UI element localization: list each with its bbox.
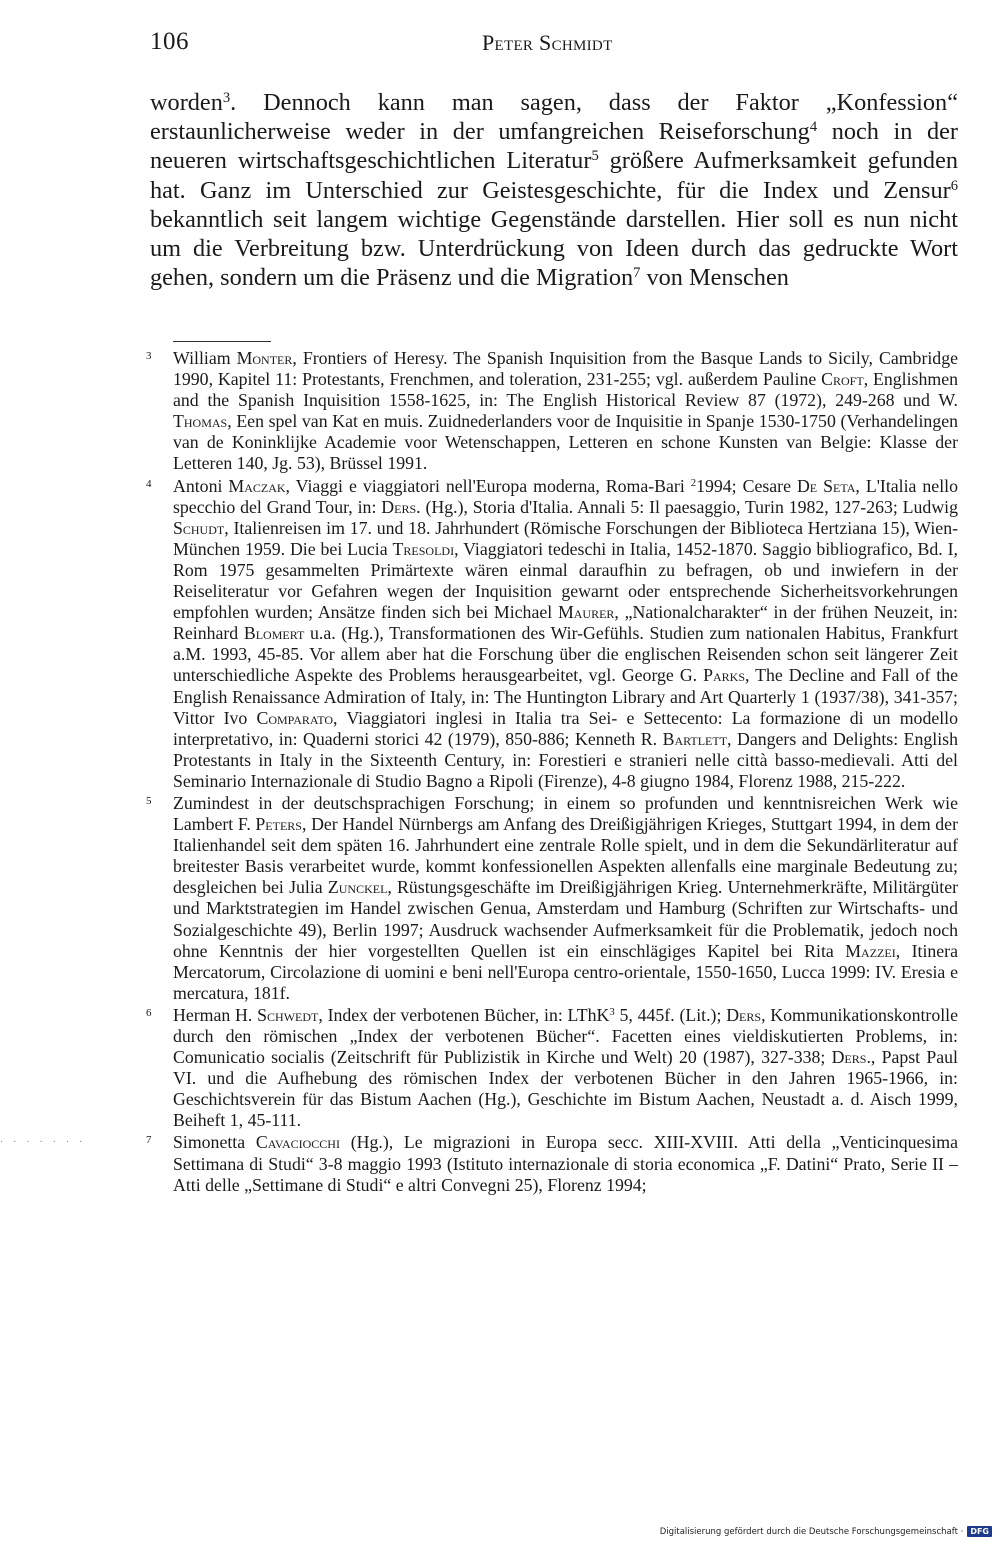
footnote-segment: , Italienreisen im 17. und 18. Jahrhundert (Römische Forschungen der Biblioteca Hertziana 15), Wien-München 1959. Die bei Lucia xyxy=(173,517,958,559)
main-text-segment: bekanntlich seit langem wichtige Gegenstände darstellen. Hier soll es nun nicht um die Verbreitung bzw. Unterdrückung von Ideen durch das gedruckte Wort gehen, sondern um die Präsenz und die Migration xyxy=(150,205,958,292)
author-name: Comparato xyxy=(256,707,334,728)
footnote-text xyxy=(173,793,958,1004)
author-name: De Seta xyxy=(796,475,856,496)
footnote-7 xyxy=(146,1132,958,1195)
footnote-text xyxy=(173,348,958,475)
footnote-segment: ., Papst Paul VI. und die Aufhebung des römischen Index der verbotenen Bücher in den Jahren 1965-1966, in: Geschichtsverein für das Bistum Aachen (Hg.), Geschichte im Bistum Aachen, Neustadt a. d. Aisch 1999, Beiheft 1, 45-111. xyxy=(173,1047,958,1131)
author-name: Maczak xyxy=(228,475,286,496)
footnote-segment: , The Decline and Fall of the English Renaissance Admiration of Italy, in: The Huntington Library and Art Quarterly 1 (1937/38), 341-357; Vittor Ivo xyxy=(173,665,958,728)
footnote-segment: , Viaggiatori tedeschi in Italia, 1452-1870. Saggio bibliografico, Bd. I, Rom 1975 gesammelten Primärtexte wären einmal daraufhin zu befragen, ob und inwiefern in der Reiseliteratur vor Gefahren wegen der Inquisition gewarnt oder entsprechende Sicherheitsvorkehrungen empfohlen wurden; Ansätze finden sich bei Michael xyxy=(173,538,959,623)
footnote-3 xyxy=(146,348,958,475)
footnote-ref: 6 xyxy=(950,177,958,194)
footnote-segment: , Index der verbotenen Bücher, in: LThK xyxy=(318,1004,610,1025)
footnotes xyxy=(146,348,958,1197)
page-number: 106 xyxy=(150,28,189,55)
footnote-ref: 5 xyxy=(591,148,599,165)
author-name: Croft xyxy=(821,369,864,390)
footnote-segment: Herman H. xyxy=(173,1004,258,1025)
author-name: Schwedt xyxy=(257,1004,319,1025)
footnote-segment: , „Nationalcharakter“ in der frühen Neuzeit, in: Reinhard xyxy=(173,602,958,644)
author-name: Ders xyxy=(831,1047,867,1068)
footnote-number: 5 xyxy=(146,794,152,807)
edition-superscript: 3 xyxy=(609,1006,615,1019)
footnote-segment: William xyxy=(173,348,237,368)
footnote-segment: , Rüstungsgeschäfte im Dreißigjährigen Krieg. Unternehmerkräfte, Militärgüter und Marktstrategien im Handel zwischen Genua, Amsterdam und Hamburg (Schriften zur Wirtschafts- und Sozialgeschichte 49), Berlin 1997; Ausdruck wachsender Aufmerksamkeit für die Problematik, jedoch noch ohne Kenntnis der hier vorgestellten Quellen ist ein einschlägiges Kapitel bei Rita xyxy=(173,877,959,961)
footnote-segment: , Dangers and Delights: English Protestants in Italy in the Sixteenth Century, in: Forestieri e stranieri nelle città basso-medievali. Atti del Seminario Internazionale di Studio Bagno a Ripoli (Firenze), 4-8 giugno 1984, Florenz 1988, 215-222. xyxy=(173,728,958,791)
author-name: Bartlett xyxy=(662,728,728,749)
author-name: Cavaciocchi xyxy=(255,1132,340,1153)
footnote-number: 6 xyxy=(146,1006,152,1019)
footnote-segment: Zumindest in der deutschsprachigen Forschung; in einem so profunden und kenntnisreichen Werk wie Lambert F. xyxy=(173,792,958,835)
footnote-ref: 4 xyxy=(809,119,818,136)
footnote-segment: u.a. (Hg.), Transformationen des Wir-Gefühls. Studien zum nationalen Habitus, Frankfurt a.M. 1993, 45-85. Vor allem aber hat die Forschung über die englischen Reisenden schon seit längerer Zeit unterschiedliche Aspekte des Problems herausgearbeitet, vgl. George G. xyxy=(173,623,959,686)
footnote-ref: 3 xyxy=(222,89,231,106)
footnote-segment: (Hg.), Le migrazioni in Europa secc. XIII-XVIII. Atti della „Venticinquesima Settimana di Studi“ 3-8 maggio 1993 (Istituto internazionale di storia economica „F. Datini“ Prato, Serie II – Atti delle „Settimane di Studi“ e altri Convegni 25), Florenz 1994; xyxy=(173,1132,958,1195)
running-head: Peter Schmidt xyxy=(482,30,613,55)
footnote-segment: , Frontiers of Heresy. The Spanish Inquisition from the Basque Lands to Sicily, Cambridge 1990, Kapitel 11: Protestants, Frenchmen, and toleration, 231-255; vgl. außerdem Pauline xyxy=(173,348,958,390)
footnote-segment: 1994; Cesare xyxy=(696,475,797,496)
footnote-segment: , Itinera Mercatorum, Circolazione di uomini e beni nell'Europa centro-orientale, 1550-1650, Lucca 1999: IV. Eresia e mercatura, 181f. xyxy=(173,940,958,1003)
footnote-segment: , Der Handel Nürnbergs am Anfang des Dreißigjährigen Krieges, Stuttgart 1994, in dem der Italienhandel seit dem späten 16. Jahrhundert eine zentrale Rolle spielt, und in dem die Sekundärliteratur auf breitester Basis verarbeitet wurde, kommt konfessionellen Aspekten allenfalls eine marginale Bedeutung zu; desgleichen bei Julia xyxy=(173,814,958,898)
footnote-text xyxy=(173,1005,958,1132)
author-name: Schudt xyxy=(173,517,225,538)
author-name: Monter xyxy=(236,348,293,368)
main-text-segment: . Dennoch kann man sagen, dass der Faktor „Konfession“ erstaunlicherweise weder in der umfangreichen Reiseforschung xyxy=(150,89,958,146)
footnote-ref: 7 xyxy=(633,265,641,282)
main-text-segment: größere Aufmerksamkeit gefunden hat. Ganz im Unterschied zur Geistesgeschichte, für die Index und Zensur xyxy=(150,147,958,204)
footnote-segment: 5, 445f. (Lit.); xyxy=(614,1004,727,1025)
author-name: Parks xyxy=(703,665,746,686)
main-text-segment: worden xyxy=(150,89,223,116)
digitization-footer xyxy=(660,1526,992,1537)
dfg-logo: DFG xyxy=(967,1526,992,1537)
footnote-segment: Simonetta xyxy=(173,1132,256,1153)
footnote-segment: . (Hg.), Storia d'Italia. Annali 5: Il paesaggio, Turin 1982, 127-263; Ludwig xyxy=(416,496,958,517)
scan-edge-marks: ······· xyxy=(0,1137,93,1148)
footnote-segment: , Viaggiatori inglesi in Italia tra Sei- e Settecento: La formazione di un modello interpretativo, in: Quaderni storici 42 (1979), 850-886; Kenneth R. xyxy=(173,707,958,749)
footnote-number: 4 xyxy=(146,477,152,490)
footnote-4 xyxy=(146,476,958,792)
footnote-segment: , Kommunikationskontrolle durch den römischen „Index der verbotenen Bücher“. Facetten eines vieldiskutierten Problems, in: Comunicatio socialis (Zeitschrift für Publizistik in Kirche und Welt) 20 (1987), 327-338; xyxy=(173,1004,958,1068)
footnote-rule xyxy=(173,341,271,342)
author-name: Blomert xyxy=(243,623,305,644)
author-name: Ders xyxy=(726,1004,762,1025)
author-name: Zunckel xyxy=(327,877,388,898)
footnote-segment: , L'Italia nello specchio del Grand Tour, in: xyxy=(173,475,958,517)
footnote-5 xyxy=(146,793,958,1004)
footnote-number: 7 xyxy=(146,1134,152,1147)
author-name: Maurer xyxy=(557,602,615,623)
author-name: Tresoldi xyxy=(392,538,455,559)
footnote-segment: , Englishmen and the Spanish Inquisition 1558-1625, in: The English Historical Review 87 (1972), 249-268 und W. xyxy=(173,369,958,411)
author-name: Mazzei xyxy=(845,940,896,961)
author-name: Thomas xyxy=(173,411,228,432)
footnote-text xyxy=(173,1132,958,1195)
author-name: Ders xyxy=(381,496,417,517)
footnote-segment: Antoni xyxy=(173,475,229,496)
footnote-segment: , Een spel van Kat en muis. Zuidnederlanders voor de Inquisitie in Spanje 1530-1750 (Verhandelingen van de Koninklijke Academie voor Wetenschappen, Letteren en schone Kunsten van Belgie: Klasse der Letteren 140, Jg. 53), Brüssel 1991. xyxy=(173,411,958,474)
main-text xyxy=(150,88,958,292)
main-text-segment: von Menschen xyxy=(640,264,789,292)
author-name: Peters xyxy=(255,814,302,835)
edition-superscript: 2 xyxy=(690,476,697,489)
digitization-note: Digitalisierung gefördert durch die Deutsche Forschungsgemeinschaft · xyxy=(659,1526,964,1537)
footnote-text xyxy=(173,476,958,792)
footnote-6 xyxy=(146,1005,958,1132)
main-text-segment: noch in der neueren wirtschaftsgeschichtlichen Literatur xyxy=(150,118,958,175)
footnote-number: 3 xyxy=(146,350,152,362)
footnote-segment: , Viaggi e viaggiatori nell'Europa moderna, Roma-Bari xyxy=(285,475,691,496)
